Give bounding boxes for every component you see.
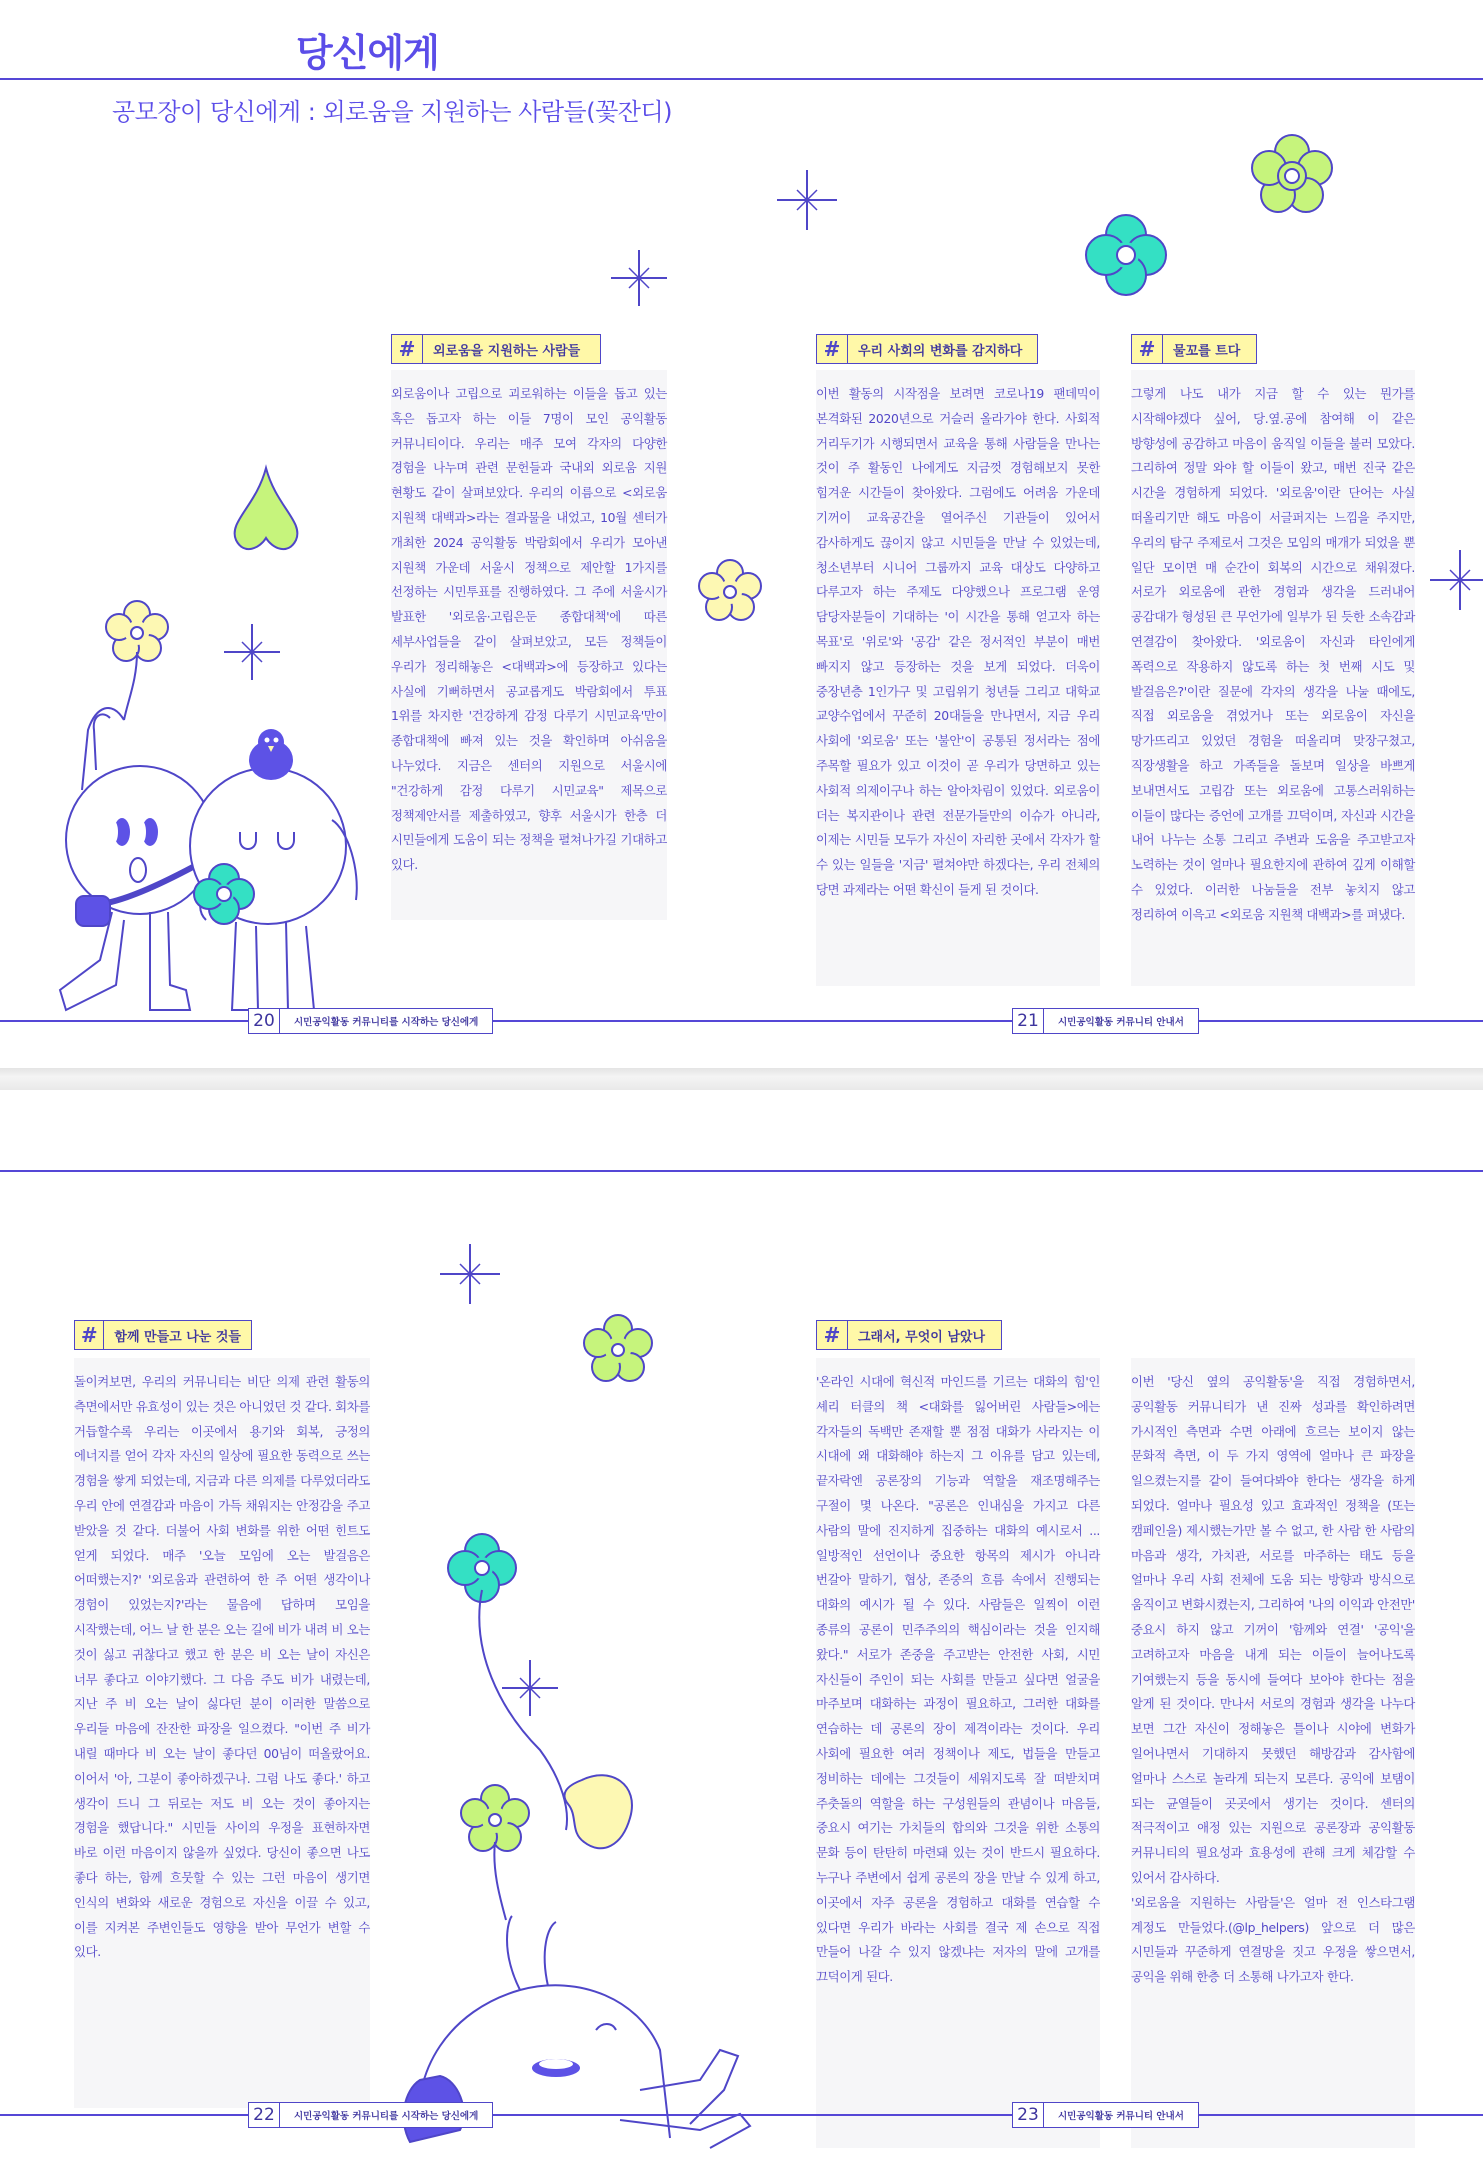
body-paragraph: 돌이켜보면, 우리의 커뮤니티는 비단 의제 관련 활동의 측면에서만 유효성이 있는 것은 아니었던 것 같다. 회차를 거듭할수록 우리는 이곳에서 용기와 회복, 긍정의 에너지를 얻어 각자 자신의 일상에 필요한 동력으로 쓰는 경험을 쌓게 되었는데, 지금과 다른 의제를 다루었더라도 우리 안에 연결감과 마음이 가득 채워지는 안정감을 주고 받았을 것 같다. 더불어 사회 변화를 위한 어떤 힌트도 얻게 되었다. 매주 '오늘 모임에 오는 발걸음은 어떠했는지?' '외로움과 관련하여 한 주 어떤 생각이나 경험이 있었는지?'라는 물음에 답하며 모임을 시작했는데, 어느 날 한 분은 오는 길에 비가 내려 비 오는 것이 싫고 귀찮다고 했고 한 분은 비 오는 날이 자신은 너무 좋다고 이야기했다. 그 다음 주도 비가 내렸는데, 지난 주 비 오는 날이 싫다던 분이 이러한 말씀으로 우리들 마음에 잔잔한 파장을 일으켰다. "이번 주 비가 내릴 때마다 비 오는 날이 좋다던 00님이 떠올랐어요. 이어서 '아, 그분이 좋아하겠구나. 그럼 나도 좋다.' 하고 생각이 드니 그 뒤로는 저도 비 오는 것이 좋아지는 경험을 했답니다." 시민들 사이의 우정을 표현하자면 바로 이런 마음이지 않을까 싶었다. 당신이 좋으면 나도 좋다 하는, 함께 흐뭇할 수 있는 그런 마음이 생기면 인식의 변화와 새로운 경험으로 자신을 이끌 수 있고, 이를 지켜본 주변인들도 영향을 받아 무언가 변할 수 있다. — [74, 1374, 370, 1960]
body-paragraph: '온라인 시대에 혁신적 마인드를 기르는 대화의 힘'인 셰리 터클의 책 <대화를 잃어버린 사람들>에는 각자들의 독백만 존재할 뿐 점점 대화가 사라지는 이 시대에 왜 대화해야 하는지 그 이유를 담고 있는데, 끝자락엔 공론장의 기능과 역할을 재조명해주는 구절이 몇 나온다. "공론은 인내심을 가지고 다른 사람의 말에 진지하게 집중하는 대화의 예시로서 ... 일방적인 선언이나 중요한 항목의 제시가 아니라 번갈아 말하기, 협상, 존중의 흐름 속에서 진행되는 대화의 예시가 될 수 있다. 사람들은 일찍이 이런 종류의 공론이 민주주의의 핵심이라는 것을 인지해 왔다." 서로가 존중을 주고받는 안전한 사회, 시민 자신들이 주인이 되는 사회를 만들고 싶다면 얼굴을 마주보며 대화하는 과정이 필요하고, 그러한 대화를 연습하는 데 공론의 장이 제격이라는 것이다. 우리 사회에 필요한 여러 정책이나 제도, 법들을 만들고 정비하는 데에는 그것들이 세워지도록 잘 떠받치며 주춧돌의 역할을 하는 구성원들의 관념이나 마음들, 중요시 여기는 가치들의 합의와 그것을 위한 소통의 문화 등이 탄탄히 마련돼 있는 것이 반드시 필요하다. 누구나 주변에서 쉽게 공론의 장을 만날 수 있게 하고, 이곳에서 자주 공론을 경험하고 대화를 연습할 수 있다면 우리가 바라는 사회를 결국 제 손으로 직접 만들어 나갈 수 있지 않겠냐는 저자의 말에 고개를 끄덕이게 된다. — [816, 1374, 1100, 1985]
flower-icon — [1252, 135, 1332, 212]
text-column — [816, 370, 1100, 986]
page-footer-right — [1012, 1008, 1199, 1034]
flower-icon — [699, 560, 761, 620]
body-paragraph: 외로움이나 고립으로 괴로워하는 이들을 돕고 있는 혹은 돕고자 하는 이들 7명이 모인 공익활동 커뮤니티이다. 우리는 매주 모여 각자의 다양한 경험을 나누며 관련 문헌들과 국내외 외로움 지원 현황도 같이 살펴보았다. 우리의 이름으로 <외로움 지원책 대백과>라는 결과물을 내었고, 10월 센터가 개최한 2024 공익활동 박람회에서 우리가 모아낸 지원책 가운데 서울시 정책으로 제안할 1가지를 선정하는 시민투표를 진행하였다. 그 주에 서울시가 발표한 '외로움·고립은둔 종합대책'에 따른 세부사업들을 같이 살펴보았고, 모든 정책들이 우리가 정리해놓은 <대백과>에 등장하고 있다는 사실에 기뻐하면서 공교롭게도 박람회에서 투표 1위를 차지한 '건강하게 감정 다루기 시민교육'만이 종합대책에 빠져 있는 것을 확인하며 아쉬움을 나누었다. 지금은 센터의 지원으로 서울시에 "건강하게 감정 다루기 시민교육" 제목으로 정책제안서를 제출하였고, 향후 서울시가 한층 더 시민들에게 도움이 되는 정책을 펼쳐나가길 기대하고 있다. — [391, 386, 667, 873]
page-number: 20 — [248, 1008, 280, 1034]
body-paragraph: 이번 활동의 시작점을 보려면 코로나19 팬데믹이 본격화된 2020년으로 거슬러 올라가야 한다. 사회적 거리두기가 시행되면서 교육을 통해 사람들을 만나는 것이 주 활동인 나에게도 지금껏 경험해보지 못한 힘겨운 시간들이 찾아왔다. 그럼에도 어려움 가운데 기꺼이 교육공간을 열어주신 기관들이 있어서 감사하게도 끊이지 않고 시민들을 만날 수 있었는데, 청소년부터 시니어 그룹까지 교육 대상도 다양하고 다루고자 하는 주제도 다양했으나 프로그램 운영 담당자분들이 기대하는 '이 시간을 통해 얻고자 하는 목표'로 '위로'와 '공감' 같은 정서적인 부분이 매번 빠지지 않고 등장하는 것을 보게 되었다. 더욱이 중장년층 1인가구 및 고립위기 청년들 그리고 대학교 교양수업에서 꾸준히 20대들을 만나면서, 지금 우리 사회에 '외로움' 또는 '불안'이 공통된 정서라는 점에 주목할 필요가 있고 이것이 곧 우리가 당면하고 있는 사회적 의제이구나 하는 알아차림이 있었다. 외로움이 더는 복지관이나 관련 전문가들만의 이슈가 아니라, 이제는 시민들 모두가 자신이 자리한 곳에서 각자가 할 수 있는 일들을 '지금' 펼쳐야만 하겠다는, 우리 전체의 당면 과제라는 어떤 확신이 들게 된 것이다. — [816, 386, 1100, 897]
footer-rule — [0, 1020, 1483, 1022]
text-column — [74, 1358, 370, 2108]
heading-label: 함께 만들고 나눈 것들 — [114, 1329, 241, 1345]
sparkle-icon — [777, 170, 837, 230]
footer-title: 시민공익활동 커뮤니티 안내서 — [1044, 2102, 1199, 2128]
sparkle-icon — [440, 1244, 500, 1304]
spread-gap — [0, 1068, 1483, 1090]
text-column — [816, 1358, 1100, 2148]
hash-icon: # — [1132, 335, 1163, 363]
sparkle-icon — [224, 624, 280, 680]
heading-label: 우리 사회의 변화를 감지하다 — [858, 343, 1023, 359]
footer-title: 시민공익활동 커뮤니티 안내서 — [1044, 1008, 1199, 1034]
body-paragraph: 그렇게 나도 내가 지금 할 수 있는 뭔가를 시작해야겠다 싶어, 당.옆.공에 참여해 이 같은 방향성에 공감하고 마음이 움직일 이들을 불러 모았다. 그리하여 정말 와야 할 이들이 왔고, 매번 진국 같은 시간을 경험하게 되었다. '외로움'이란 단어는 사실 떠올리기만 해도 마음이 서글퍼지는 느낌을 주지만, 우리의 탐구 주제로서 그것은 모임의 매개가 되었을 뿐 일단 모이면 매 순간이 회복의 시간으로 채워졌다. 서로가 외로움에 관한 경험과 생각을 드러내어 공감대가 형성된 큰 무언가에 일부가 된 듯한 소속감과 연결감이 찾아왔다. '외로움이 자신과 타인에게 폭력으로 작용하지 않도록 하는 첫 번째 시도 및 발걸음은?'이란 질문에 각자의 생각을 나눌 때에도, 직접 외로움을 겪었거나 또는 외로움이 자신을 망가뜨리고 있었던 경험을 떠올리며 맞장구쳤고, 직장생활을 하고 가족들을 돌보며 일상을 바쁘게 보내면서도 고립감 또는 외로움에 고통스러워하는 이들이 많다는 증언에 고개를 끄덕이며, 자신과 시간을 내어 나누는 소통 그리고 주변과 도움을 주고받고자 노력하는 것이 얼마나 필요한지에 관하여 깊게 이해할 수 있었다. 이러한 나눔들을 전부 놓치지 않고 정리하여 이윽고 <외로움 지원책 대백과>를 펴냈다. — [1131, 386, 1415, 922]
footer-title: 시민공익활동 커뮤니티를 시작하는 당신에게 — [280, 2102, 493, 2128]
page-number: 23 — [1012, 2102, 1044, 2128]
body-paragraph: '외로움을 지원하는 사람들'은 얼마 전 인스타그램 계정도 만들었다.(@lp_helpers) 앞으로 더 많은 시민들과 꾸준하게 연결망을 짓고 우정을 쌓으면서, 공익을 위해 한층 더 소통해 나가고자 한다. — [1131, 1894, 1415, 1985]
flower-icon — [461, 1785, 529, 1851]
page-footer-left — [248, 1008, 493, 1034]
column-heading — [816, 334, 1038, 364]
column-heading — [74, 1320, 252, 1350]
section-title: 당신에게 — [296, 31, 439, 75]
hash-icon: # — [75, 1321, 104, 1349]
sparkle-icon — [502, 1660, 558, 1716]
heading-label: 물꼬를 트다 — [1173, 343, 1241, 359]
hash-icon: # — [817, 335, 848, 363]
page-footer-right — [1012, 2102, 1199, 2128]
flower-icon — [1086, 215, 1166, 295]
sparkle-icon — [1430, 550, 1483, 610]
text-column — [391, 370, 667, 920]
page-footer-left — [248, 2102, 493, 2128]
character-illustration — [60, 708, 357, 1010]
page-subtitle: 공모장이 당신에게 : 외로움을 지원하는 사람들(꽃잔디) — [112, 98, 673, 126]
page-number: 22 — [248, 2102, 280, 2128]
hash-icon: # — [817, 1321, 848, 1349]
bean-icon — [564, 1775, 631, 1848]
footer-rule — [0, 2114, 1483, 2116]
flower-icon — [584, 1315, 652, 1381]
spread-pages-20-21 — [0, 0, 1483, 1068]
column-heading — [1131, 334, 1257, 364]
footer-title: 시민공익활동 커뮤니티를 시작하는 당신에게 — [280, 1008, 493, 1034]
text-column — [1131, 1358, 1415, 2148]
body-paragraph: 이번 '당신 옆의 공익활동'을 직접 경험하면서, 공익활동 커뮤니티가 낸 진짜 성과를 확인하려면 가시적인 측면과 수면 아래에 흐르는 보이지 않는 문화적 측면, 이 두 가지 영역에 얼마나 큰 파장을 일으켰는지를 같이 들여다봐야 한다는 생각을 하게 되었다. 얼마나 필요성 있고 효과적인 정책을 (또는 캠페인을) 제시했는가만 볼 수 없고, 한 사람 한 사람의 마음과 생각, 가치관, 서로를 마주하는 태도 등을 얼마나 우리 사회 전체에 도움 되는 방향과 방식으로 움직이고 변화시켰는지, 그리하여 '나의 이익과 안전만' 중요시 하지 않고 기꺼이 '함께와 연결' '공익'을 고려하고자 마음을 내게 되는 이들이 늘어나도록 기여했는지 등을 동시에 들여다 보아야 한다는 점을 알게 된 것이다. 만나서 서로의 경험과 생각을 나누다 보면 그간 자신이 정해놓은 틀이나 시야에 변화가 일어나면서 기대하지 못했던 해방감과 감사함에 얼마나 스스로 놀라게 되는지 모른다. 공익에 보탬이 되는 균열들이 곳곳에서 생기는 것이다. 센터의 적극적이고 애정 있는 지원으로 공론장과 공익활동 커뮤니티의 필요성과 효용성에 관해 크게 체감할 수 있어서 감사하다. — [1131, 1374, 1415, 1885]
column-heading — [391, 334, 601, 364]
spread-pages-22-23 — [0, 1090, 1483, 2162]
heading-label: 외로움을 지원하는 사람들 — [433, 343, 581, 359]
hash-icon: # — [392, 335, 423, 363]
heart-icon — [235, 468, 298, 549]
sparkle-icon — [611, 250, 667, 306]
page-number: 21 — [1012, 1008, 1044, 1034]
text-column — [1131, 370, 1415, 986]
heading-label: 그래서, 무엇이 남았나 — [858, 1329, 986, 1345]
column-heading — [816, 1320, 1002, 1350]
